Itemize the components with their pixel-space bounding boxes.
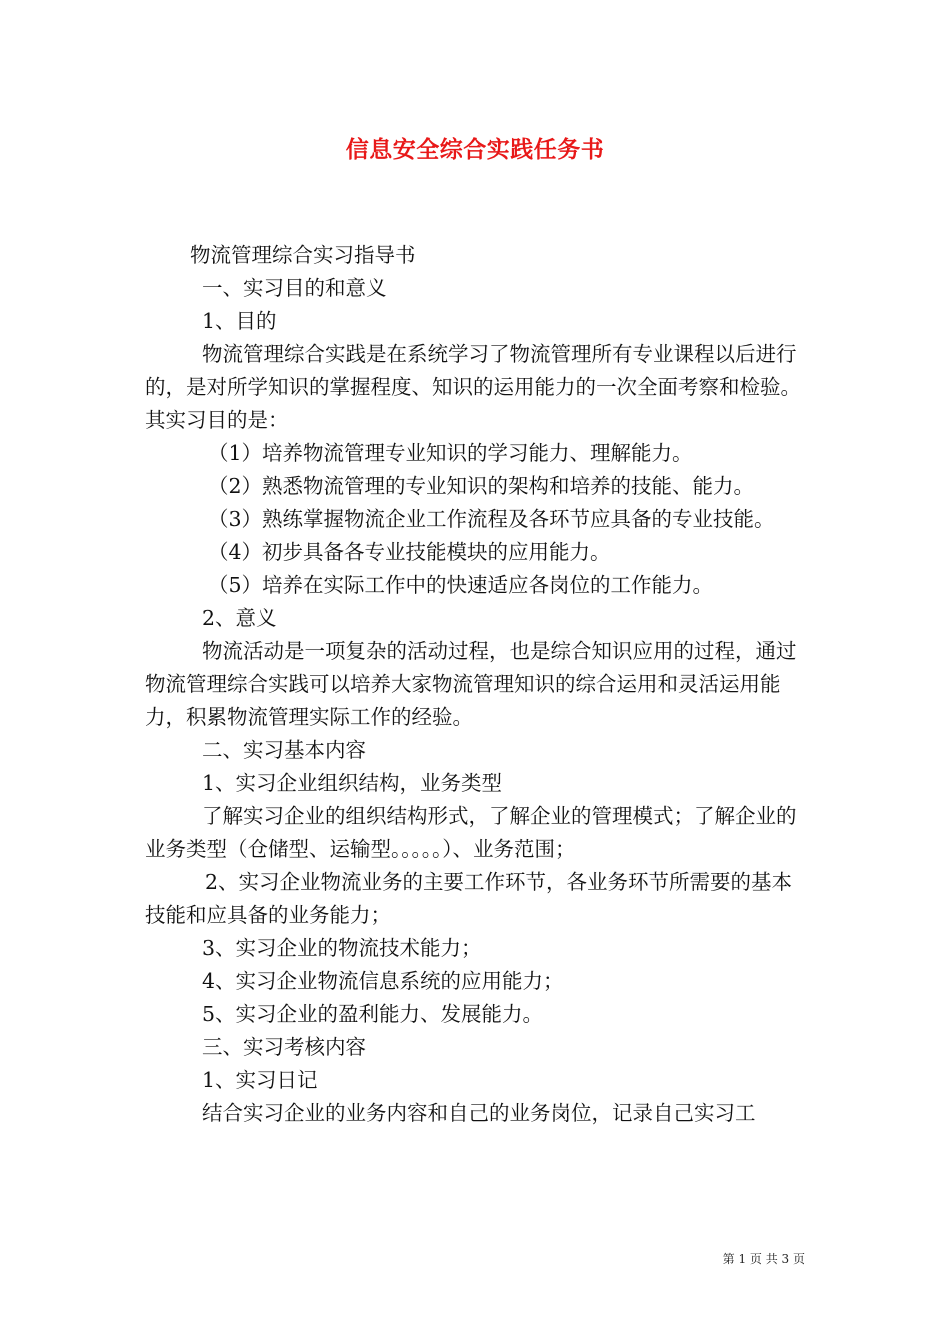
subsection-heading: 1、实习企业组织结构，业务类型 <box>202 771 503 795</box>
list-item: 5、实习企业的盈利能力、发展能力。 <box>202 1002 544 1026</box>
paragraph: 物流活动是一项复杂的活动过程，也是综合知识应用的过程，通过物流管理综合实践可以培养大家物流管理知识的综合运用和灵活运用能力，积累物流管理实际工作的经验。 <box>145 639 797 729</box>
list-item: （4）初步具备各专业技能模块的应用能力。 <box>208 540 611 564</box>
list-item: （5）培养在实际工作中的快速适应各岗位的工作能力。 <box>208 573 714 597</box>
document-body <box>145 239 810 1130</box>
document-title: 信息安全综合实践任务书 <box>345 137 605 163</box>
list-item: （3）熟练掌握物流企业工作流程及各环节应具备的专业技能。 <box>208 507 775 531</box>
page-number: 第 1 页 共 3 页 <box>722 1252 805 1266</box>
list-item: （1）培养物流管理专业知识的学习能力、理解能力。 <box>208 441 693 465</box>
paragraph: 结合实习企业的业务内容和自己的业务岗位，记录自己实习工 <box>202 1101 756 1125</box>
subsection-heading: 1、实习日记 <box>202 1068 318 1092</box>
document-subtitle: 物流管理综合实习指导书 <box>190 243 416 267</box>
section-heading: 二、实习基本内容 <box>202 738 366 762</box>
list-item: （2）熟悉物流管理的专业知识的架构和培养的技能、能力。 <box>208 474 755 498</box>
subsection-heading: 2、意义 <box>202 606 277 630</box>
list-item: 4、实习企业物流信息系统的应用能力； <box>202 969 564 993</box>
subsection-heading: 1、目的 <box>202 309 277 333</box>
paragraph: 物流管理综合实践是在系统学习了物流管理所有专业课程以后进行的，是对所学知识的掌握程度、知识的运用能力的一次全面考察和检验。其实习目的是： <box>145 342 801 432</box>
paragraph: 2、实习企业物流业务的主要工作环节，各业务环节所需要的基本技能和应具备的业务能力； <box>145 870 793 927</box>
section-heading: 三、实习考核内容 <box>202 1035 366 1059</box>
list-item: 3、实习企业的物流技术能力； <box>202 936 482 960</box>
paragraph: 了解实习企业的组织结构形式，了解企业的管理模式；了解企业的业务类型（仓储型、运输型。。。。。）、业务范围； <box>145 804 797 861</box>
section-heading: 一、实习目的和意义 <box>202 276 387 300</box>
